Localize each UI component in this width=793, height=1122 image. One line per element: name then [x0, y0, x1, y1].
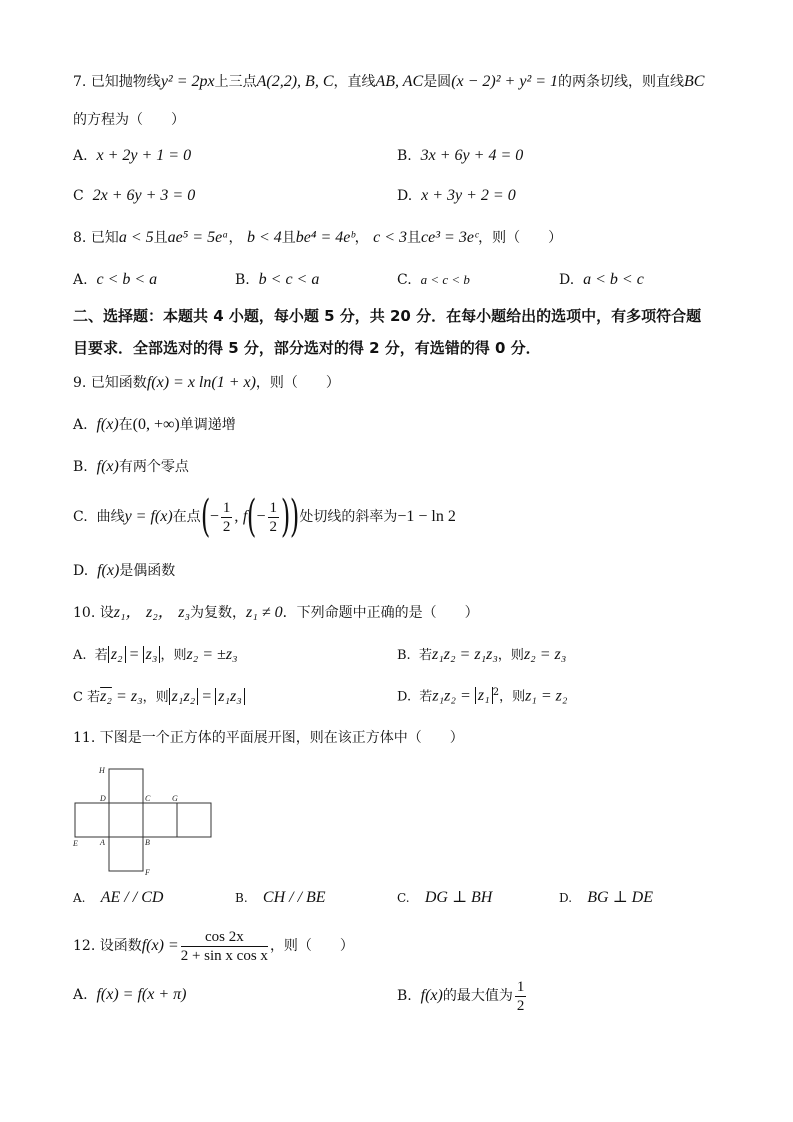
q7-circle: (x − 2)² + y² = 1 — [451, 73, 559, 90]
q10-option-d[interactable]: D. 若z₁z₂ = z₁ $^2$，则z₁ = z₂ — [397, 687, 568, 705]
cube-net-diagram — [72, 764, 212, 876]
q8-number: 8. — [73, 230, 87, 246]
q12-number: 12. — [73, 938, 96, 954]
section-2-header-cont: 目要求．全部选对的得 5 分，部分选对的得 2 分，有选错的得 0 分． — [73, 339, 541, 357]
q8-option-c[interactable]: C. a < c < b — [397, 272, 470, 288]
net-label-f: F — [145, 868, 150, 876]
q10-option-a[interactable]: A. 若 z₂ = z₃ ，则z₂ = ±z₃ — [73, 646, 238, 663]
net-label-b: B — [145, 838, 150, 847]
q8-option-a[interactable]: A. c < b < a — [73, 271, 158, 288]
q11-number: 11. — [73, 730, 96, 746]
q7-option-a[interactable]: A. x + 2y + 1 = 0 — [73, 147, 192, 164]
q9-option-d[interactable]: D. f(x)是偶函数 — [73, 562, 176, 579]
q7-option-c[interactable]: C 2x + 6y + 3 = 0 — [73, 187, 196, 204]
net-face-center — [109, 803, 143, 837]
q7-points: A(2,2), B, C — [256, 73, 334, 90]
q7-option-b[interactable]: B. 3x + 6y + 4 = 0 — [397, 147, 524, 164]
q9-option-a[interactable]: A. f(x)在(0, +∞)单调递增 — [73, 416, 236, 433]
q7-stem-cont: 的方程为（ ） — [73, 112, 185, 128]
net-label-h: H — [99, 766, 105, 775]
net-label-c: C — [145, 794, 151, 803]
q12-option-b[interactable]: B. f(x)的最大值为 $\frac{1}{2}$ — [397, 978, 525, 1014]
q11-stem: 11. 下图是一个正方体的平面展开图，则在该正方体中（ ） — [73, 730, 464, 746]
net-label-a: A — [100, 838, 105, 847]
net-face-far-right — [177, 803, 211, 837]
q8-option-d[interactable]: D. a < b < c — [559, 271, 644, 288]
q11-option-c[interactable]: C. DG ⊥ BH — [397, 889, 493, 906]
q10-stem: 10. 设z₁， z₂， z₃为复数，z₁ ≠ 0．下列命题中正确的是（ ） — [73, 604, 479, 621]
q9-stem: 9. 已知函数f(x) = x ln(1 + x)，则（ ） — [73, 374, 340, 391]
q9-option-b[interactable]: B. f(x)有两个零点 — [73, 458, 189, 475]
section-2-header: 二、选择题：本题共 4 小题，每小题 5 分，共 20 分．在每小题给出的选项中，有多项符合题 — [73, 307, 702, 325]
q7-number: 7. — [73, 74, 87, 90]
q11-option-d[interactable]: D. BG ⊥ DE — [559, 889, 653, 906]
q9-option-c[interactable]: C. 曲线y = f(x)在点(− $\frac{1}{2}$ , f(− $\frac{1}{2}$ ))处切线的斜率为−1 − ln 2 — [73, 491, 456, 542]
q10-option-b[interactable]: B. 若z₁z₂ = z₁z₃，则z₂ = z₃ — [397, 646, 567, 663]
q10-option-c[interactable]: C 若z₂ = z₃，则 z₁z₂ = z₁z₃ — [73, 687, 245, 708]
q11-option-b[interactable]: B. CH / / BE — [235, 889, 326, 906]
q9-number: 9. — [73, 375, 87, 391]
net-face-bottom — [109, 837, 143, 871]
q8-option-b[interactable]: B. b < c < a — [235, 271, 320, 288]
q11-option-a[interactable]: A. AE / / CD — [73, 889, 164, 906]
q12-stem: 12. 设函数f(x) = $\frac{\cos 2x}{\text{2 + sin x cos x}}$ ，则（ ） — [73, 928, 354, 964]
q7-option-d[interactable]: D. x + 3y + 2 = 0 — [397, 187, 516, 204]
q7-stem: 7. 已知抛物线y² = 2px上三点A(2,2), B, C，直线AB, AC是圆(x − 2)² + y² = 1的两条切线，则直线BC — [73, 73, 705, 90]
net-face-left — [75, 803, 109, 837]
net-label-g: G — [172, 794, 178, 803]
net-face-top — [109, 769, 143, 803]
net-label-d: D — [100, 794, 106, 803]
q7-parabola: y² = 2px — [160, 73, 215, 90]
q12-fraction: $\frac{\cos 2x}{\text{2 + sin x cos x}}$ — [180, 928, 268, 964]
net-label-e: E — [73, 839, 78, 848]
net-face-right — [143, 803, 177, 837]
q10-number: 10. — [73, 605, 96, 621]
q8-stem: 8. 已知a < 5且ae⁵ = 5eᵃ， b < 4且be⁴ = 4eᵇ， c < 3且ce³ = 3eᶜ，则（ ） — [73, 229, 563, 246]
q9-function: f(x) = x ln(1 + x) — [146, 374, 256, 391]
q12-option-a[interactable]: A. f(x) = f(x + π) — [73, 986, 187, 1003]
